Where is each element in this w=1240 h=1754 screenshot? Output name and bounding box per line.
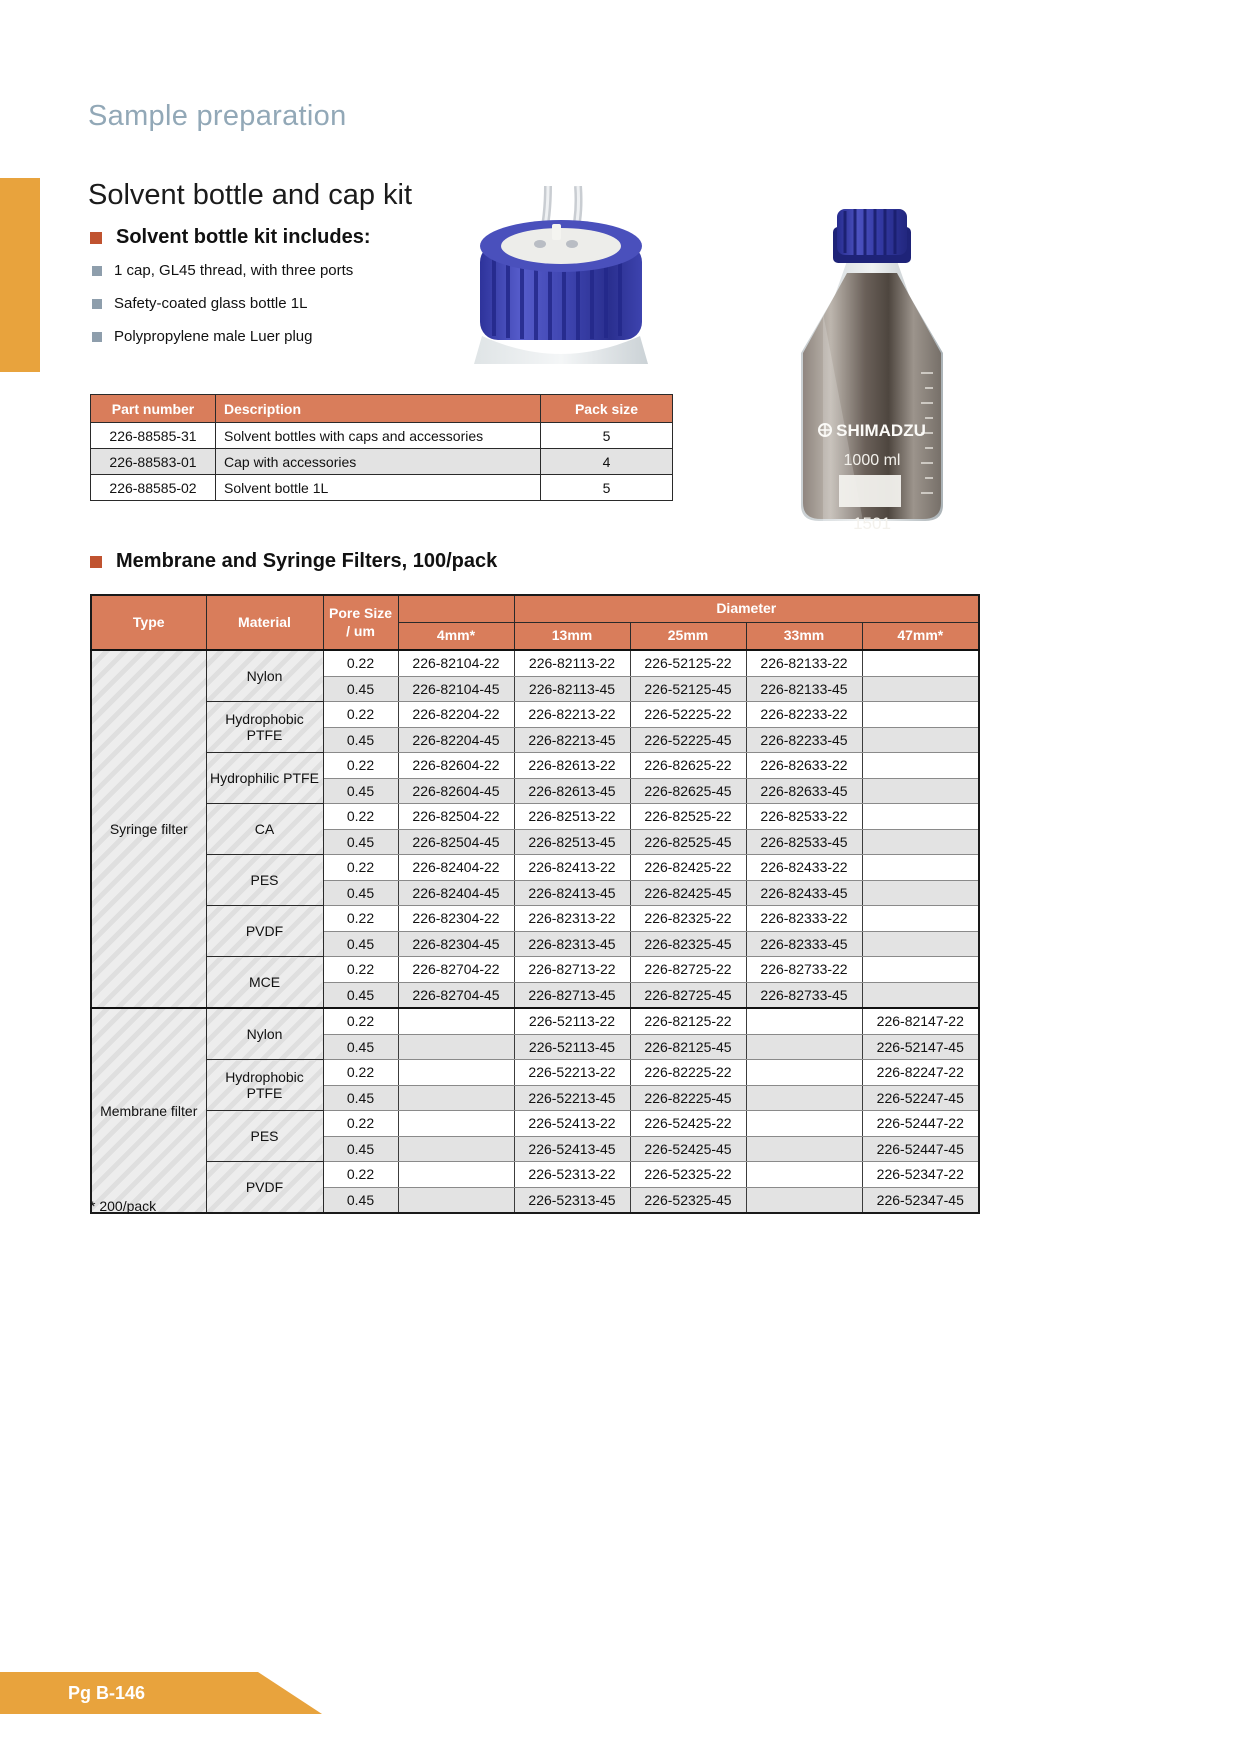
filter-type-cell: Syringe filter — [91, 650, 206, 1008]
cap-with-tubes-photo — [452, 186, 670, 364]
part-number-cell: 226-52125-45 — [630, 676, 746, 702]
part-number-cell — [862, 804, 979, 830]
filter-row — [91, 1111, 979, 1137]
list-item-label: Safety-coated glass bottle 1L — [114, 295, 308, 312]
part-number-cell: 226-82213-45 — [514, 727, 630, 753]
part-number-cell: 226-82133-22 — [746, 650, 862, 676]
solvent-kit-title: Solvent bottle and cap kit — [88, 179, 413, 211]
table-header-row — [91, 395, 673, 423]
part-number-cell: 226-52247-45 — [862, 1085, 979, 1111]
part-number-cell: 226-82625-22 — [630, 753, 746, 779]
filter-material-cell: Hydrophobic PTFE — [206, 1060, 323, 1111]
part-number-cell: 226-82233-45 — [746, 727, 862, 753]
part-number-cell: 226-82104-22 — [398, 650, 514, 676]
filters-table — [90, 594, 980, 1214]
part-number-cell: 226-82325-45 — [630, 931, 746, 957]
part-number-cell: 226-52325-22 — [630, 1162, 746, 1188]
part-number-cell: 226-52225-22 — [630, 702, 746, 728]
part-number-cell: 226-82104-45 — [398, 676, 514, 702]
col-header-part-number: Part number — [91, 395, 216, 423]
filter-material-cell: Nylon — [206, 650, 323, 702]
part-number-cell — [862, 829, 979, 855]
part-number-cell: 226-52413-45 — [514, 1136, 630, 1162]
pore-size-cell: 0.22 — [323, 753, 398, 779]
pore-size-cell: 0.22 — [323, 1111, 398, 1137]
part-number-cell: 226-82213-22 — [514, 702, 630, 728]
gray-square-bullet-icon — [92, 332, 102, 342]
table-row — [91, 449, 673, 475]
part-number-cell: 226-82125-45 — [630, 1034, 746, 1060]
part-number-cell: 226-52213-45 — [514, 1085, 630, 1111]
part-number-cell — [398, 1187, 514, 1213]
table-row — [91, 423, 673, 449]
pore-size-cell: 0.22 — [323, 702, 398, 728]
part-number-cell: 226-82725-22 — [630, 957, 746, 983]
filter-row — [91, 855, 979, 881]
part-number-cell: 226-82513-45 — [514, 829, 630, 855]
part-number-cell: 226-82425-22 — [630, 855, 746, 881]
col-header-pack-size: Pack size — [541, 395, 673, 423]
pack-size-cell: 5 — [541, 475, 673, 501]
filter-row — [91, 702, 979, 728]
part-number-cell: 226-82113-22 — [514, 650, 630, 676]
part-number-cell — [746, 1060, 862, 1086]
list-item — [92, 295, 307, 312]
part-number-cell — [862, 753, 979, 779]
pore-size-cell: 0.22 — [323, 804, 398, 830]
part-number-cell: 226-82247-22 — [862, 1060, 979, 1086]
part-number-cell: 226-52347-22 — [862, 1162, 979, 1188]
page-number-label: Pg B-146 — [68, 1683, 146, 1703]
part-number-cell: 226-52325-45 — [630, 1187, 746, 1213]
list-item — [92, 328, 312, 345]
pack-size-cell: 4 — [541, 449, 673, 475]
pore-size-cell: 0.45 — [323, 1034, 398, 1060]
list-item — [92, 262, 353, 279]
part-number-cell: 226-82704-22 — [398, 957, 514, 983]
part-number-cell — [746, 1085, 862, 1111]
filter-row — [91, 1162, 979, 1188]
part-number-cell: 226-52425-22 — [630, 1111, 746, 1137]
footnote: * 200/pack — [90, 1198, 157, 1214]
gray-square-bullet-icon — [92, 299, 102, 309]
part-number-cell — [746, 1034, 862, 1060]
part-number-cell — [746, 1111, 862, 1137]
part-number-cell: 226-52447-22 — [862, 1111, 979, 1137]
filters-heading — [90, 550, 497, 573]
description-cell: Cap with accessories — [216, 449, 541, 475]
part-number-cell: 226-52113-45 — [514, 1034, 630, 1060]
part-number-cell — [862, 778, 979, 804]
left-accent-band — [0, 178, 40, 372]
solvent-bottle-photo — [763, 203, 981, 535]
part-number-cell: 226-82504-45 — [398, 829, 514, 855]
pore-size-cell: 0.45 — [323, 676, 398, 702]
part-number-cell: 226-82613-22 — [514, 753, 630, 779]
part-number-cell: 226-52425-45 — [630, 1136, 746, 1162]
part-number-cell — [862, 982, 979, 1008]
part-number-cell — [746, 1008, 862, 1034]
part-number-cell: 226-82625-45 — [630, 778, 746, 804]
part-number-cell: 226-52147-45 — [862, 1034, 979, 1060]
filter-row — [91, 1008, 979, 1034]
part-number-cell: 226-52413-22 — [514, 1111, 630, 1137]
kit-table-body — [91, 423, 673, 501]
filter-material-cell: PES — [206, 855, 323, 906]
part-number-cell: 226-82433-45 — [746, 880, 862, 906]
col-header-material: Material — [206, 595, 323, 650]
part-number-cell: 226-52225-45 — [630, 727, 746, 753]
part-number-cell: 226-82533-22 — [746, 804, 862, 830]
part-number-cell: 226-82313-45 — [514, 931, 630, 957]
part-number-cell: 226-82525-22 — [630, 804, 746, 830]
part-number-cell: 226-82333-45 — [746, 931, 862, 957]
col-header-25mm: 25mm — [630, 623, 746, 651]
includes-heading-label: Solvent bottle kit includes: — [116, 226, 371, 248]
part-number-cell: 226-82604-45 — [398, 778, 514, 804]
pore-size-cell: 0.45 — [323, 1085, 398, 1111]
page-title: Sample preparation — [88, 100, 347, 132]
col-header-blank — [398, 595, 514, 623]
part-number-cell: 226-82725-45 — [630, 982, 746, 1008]
part-number-cell: 226-82313-22 — [514, 906, 630, 932]
col-header-4mm: 4mm* — [398, 623, 514, 651]
part-number-cell: 226-82704-45 — [398, 982, 514, 1008]
pore-size-cell: 0.45 — [323, 880, 398, 906]
pore-size-cell: 0.45 — [323, 1136, 398, 1162]
part-number-cell: 226-82304-22 — [398, 906, 514, 932]
filter-material-cell: Hydrophobic PTFE — [206, 702, 323, 753]
pack-size-cell: 5 — [541, 423, 673, 449]
col-header-type: Type — [91, 595, 206, 650]
red-square-bullet-icon — [90, 232, 102, 244]
part-number-cell — [862, 880, 979, 906]
part-number-cell — [862, 855, 979, 881]
part-number-cell: 226-82404-22 — [398, 855, 514, 881]
part-number-cell: 226-82604-22 — [398, 753, 514, 779]
part-number-cell — [746, 1162, 862, 1188]
pore-size-cell: 0.22 — [323, 1060, 398, 1086]
part-number-cell — [746, 1136, 862, 1162]
col-header-13mm: 13mm — [514, 623, 630, 651]
part-number-cell: 226-82204-45 — [398, 727, 514, 753]
solvent-kit-table — [90, 394, 673, 501]
filter-row — [91, 1060, 979, 1086]
part-number-cell: 226-82113-45 — [514, 676, 630, 702]
part-number-cell: 226-82147-22 — [862, 1008, 979, 1034]
filter-material-cell: PVDF — [206, 1162, 323, 1214]
red-square-bullet-icon — [90, 556, 102, 568]
pore-size-cell: 0.22 — [323, 855, 398, 881]
bottle-brand-label: SHIMADZU — [836, 421, 926, 440]
part-number-cell: 226-82325-22 — [630, 906, 746, 932]
part-number-cell: 226-82433-22 — [746, 855, 862, 881]
pore-size-cell: 0.22 — [323, 650, 398, 676]
part-number-cell: 226-82225-45 — [630, 1085, 746, 1111]
includes-heading — [90, 226, 370, 249]
part-number-cell: 226-82633-22 — [746, 753, 862, 779]
table-row — [91, 475, 673, 501]
part-number-cell: 226-82713-22 — [514, 957, 630, 983]
part-number-cell: 226-82333-22 — [746, 906, 862, 932]
filter-material-cell: PES — [206, 1111, 323, 1162]
part-number-cell: 226-82413-22 — [514, 855, 630, 881]
filter-material-cell: PVDF — [206, 906, 323, 957]
list-item-label: 1 cap, GL45 thread, with three ports — [114, 262, 354, 279]
filter-row — [91, 650, 979, 676]
filter-row — [91, 957, 979, 983]
pore-size-cell: 0.22 — [323, 1008, 398, 1034]
filters-header-row-1 — [91, 595, 979, 623]
part-number-cell: 226-88585-31 — [91, 423, 216, 449]
part-number-cell: 226-82733-45 — [746, 982, 862, 1008]
part-number-cell — [862, 727, 979, 753]
part-number-cell: 226-82513-22 — [514, 804, 630, 830]
part-number-cell — [398, 1085, 514, 1111]
part-number-cell: 226-52347-45 — [862, 1187, 979, 1213]
part-number-cell: 226-88585-02 — [91, 475, 216, 501]
filter-type-cell: Membrane filter — [91, 1008, 206, 1213]
part-number-cell: 226-82613-45 — [514, 778, 630, 804]
part-number-cell — [862, 931, 979, 957]
pore-size-cell: 0.45 — [323, 1187, 398, 1213]
filter-material-cell: Hydrophilic PTFE — [206, 753, 323, 804]
part-number-cell: 226-82525-45 — [630, 829, 746, 855]
part-number-cell — [862, 906, 979, 932]
filter-material-cell: MCE — [206, 957, 323, 1009]
pore-size-cell: 0.45 — [323, 982, 398, 1008]
col-header-33mm: 33mm — [746, 623, 862, 651]
part-number-cell — [746, 1187, 862, 1213]
description-cell: Solvent bottles with caps and accessories — [216, 423, 541, 449]
part-number-cell — [862, 650, 979, 676]
pore-size-cell: 0.45 — [323, 829, 398, 855]
col-header-47mm: 47mm* — [862, 623, 979, 651]
part-number-cell: 226-82225-22 — [630, 1060, 746, 1086]
col-header-diameter: Diameter — [514, 595, 979, 623]
description-cell: Solvent bottle 1L — [216, 475, 541, 501]
filter-row — [91, 804, 979, 830]
part-number-cell: 226-82413-45 — [514, 880, 630, 906]
part-number-cell — [862, 702, 979, 728]
part-number-cell: 226-82404-45 — [398, 880, 514, 906]
filter-row — [91, 906, 979, 932]
part-number-cell: 226-82504-22 — [398, 804, 514, 830]
gray-square-bullet-icon — [92, 266, 102, 276]
pore-size-cell: 0.45 — [323, 931, 398, 957]
footer-bar — [0, 1672, 330, 1714]
part-number-cell: 226-52113-22 — [514, 1008, 630, 1034]
pore-size-cell: 0.22 — [323, 957, 398, 983]
part-number-cell — [398, 1060, 514, 1086]
part-number-cell: 226-82633-45 — [746, 778, 862, 804]
part-number-cell: 226-82133-45 — [746, 676, 862, 702]
part-number-cell: 226-82533-45 — [746, 829, 862, 855]
part-number-cell: 226-82233-22 — [746, 702, 862, 728]
pore-size-cell: 0.45 — [323, 778, 398, 804]
part-number-cell: 226-82125-22 — [630, 1008, 746, 1034]
pore-size-cell: 0.22 — [323, 1162, 398, 1188]
pore-size-cell: 0.45 — [323, 727, 398, 753]
filters-table-body — [91, 650, 979, 1213]
filter-row — [91, 753, 979, 779]
col-header-description: Description — [216, 395, 541, 423]
part-number-cell: 226-82304-45 — [398, 931, 514, 957]
part-number-cell — [398, 1008, 514, 1034]
col-header-pore-size: Pore Size / um — [323, 595, 398, 650]
part-number-cell: 226-52447-45 — [862, 1136, 979, 1162]
part-number-cell — [398, 1162, 514, 1188]
filter-material-cell: CA — [206, 804, 323, 855]
part-number-cell — [862, 676, 979, 702]
bottle-volume-label: 1000 ml — [843, 452, 901, 469]
part-number-cell: 226-82733-22 — [746, 957, 862, 983]
part-number-cell — [398, 1136, 514, 1162]
part-number-cell: 226-88583-01 — [91, 449, 216, 475]
part-number-cell: 226-52313-22 — [514, 1162, 630, 1188]
part-number-cell: 226-82425-45 — [630, 880, 746, 906]
part-number-cell: 226-82204-22 — [398, 702, 514, 728]
part-number-cell — [862, 957, 979, 983]
filter-material-cell: Nylon — [206, 1008, 323, 1060]
filters-heading-label: Membrane and Syringe Filters, 100/pack — [116, 550, 498, 572]
bottle-code-label: 1501 — [853, 514, 891, 533]
part-number-cell: 226-52313-45 — [514, 1187, 630, 1213]
part-number-cell: 226-52125-22 — [630, 650, 746, 676]
part-number-cell — [398, 1034, 514, 1060]
list-item-label: Polypropylene male Luer plug — [114, 328, 313, 345]
pore-size-cell: 0.22 — [323, 906, 398, 932]
part-number-cell — [398, 1111, 514, 1137]
part-number-cell: 226-82713-45 — [514, 982, 630, 1008]
part-number-cell: 226-52213-22 — [514, 1060, 630, 1086]
